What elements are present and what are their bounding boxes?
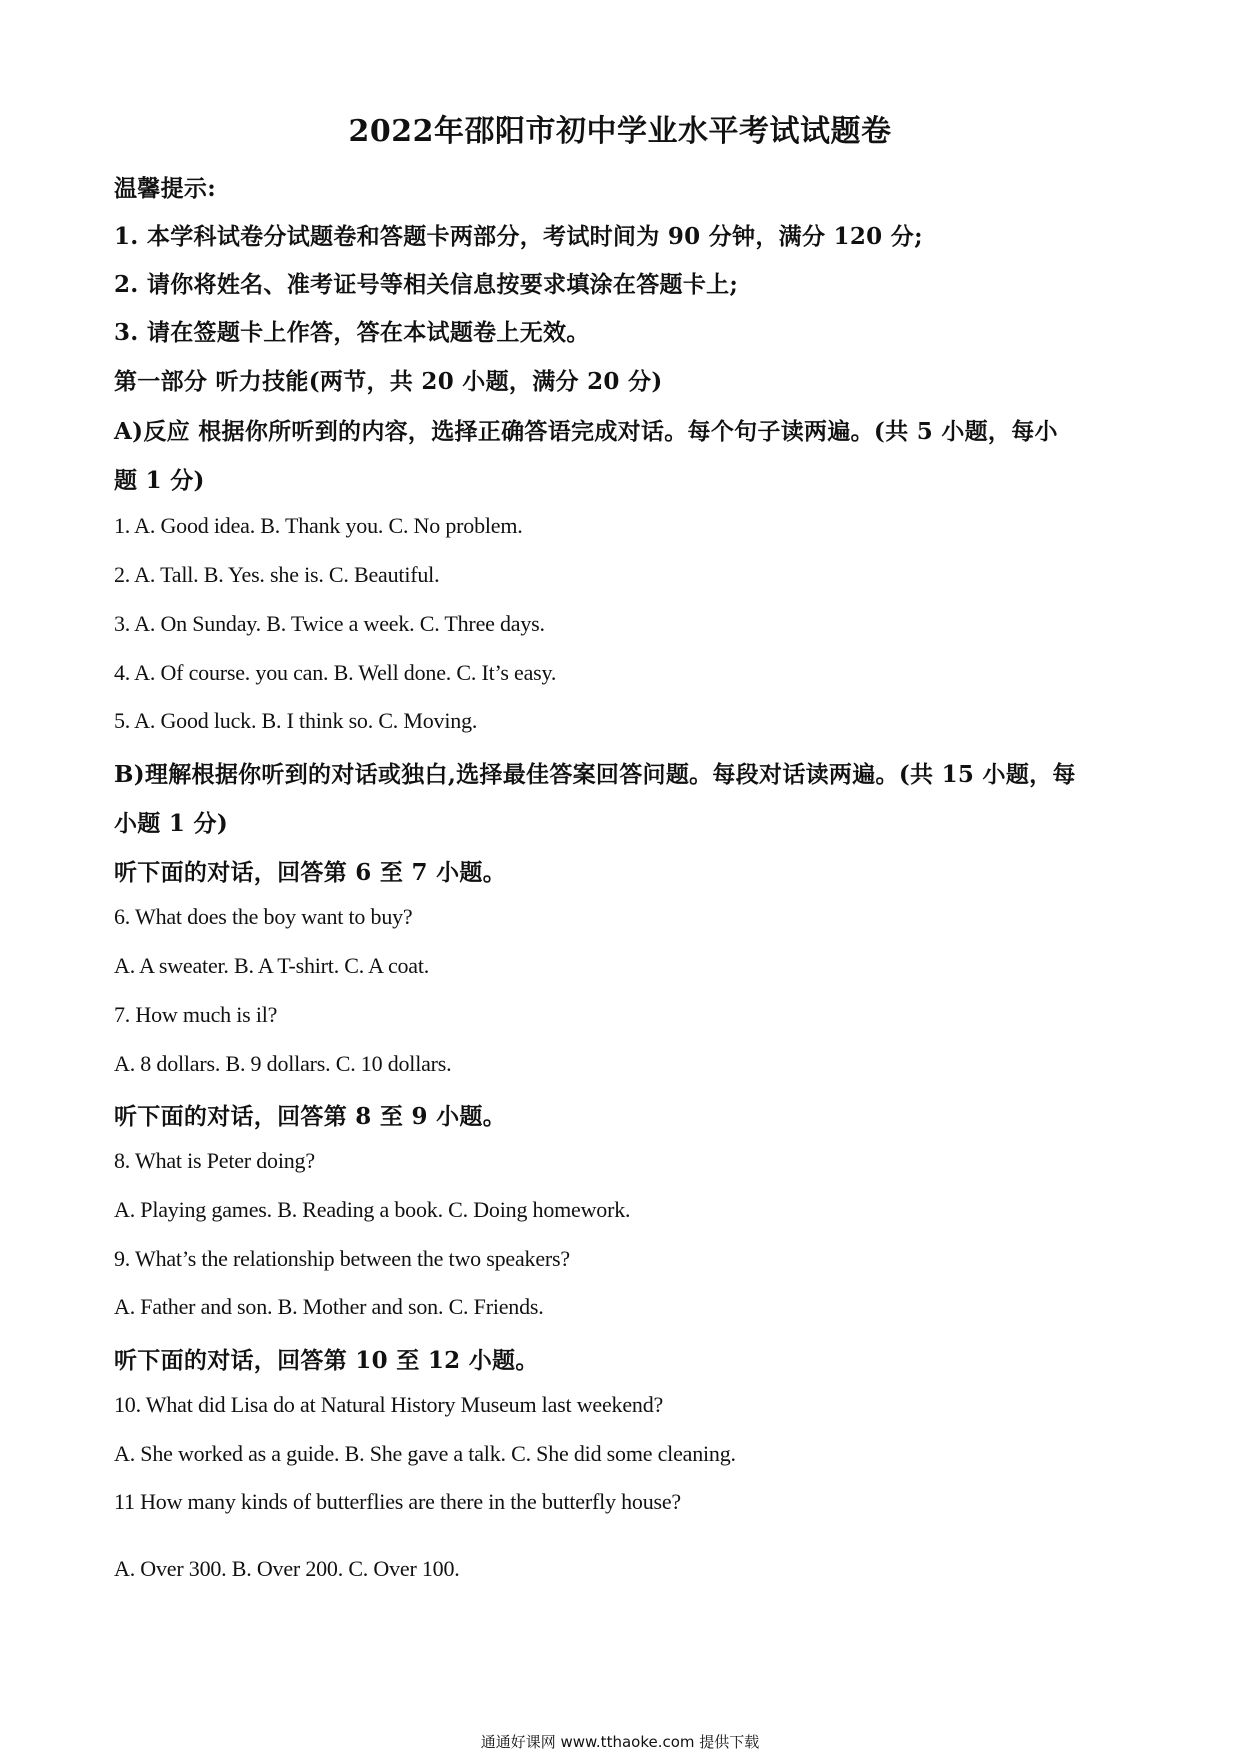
question-4: 4. A. Of course. you can. B. Well done. C. It’s easy. <box>114 660 557 685</box>
question-10-options: A. She worked as a guide. B. She gave a talk. C. She did some cleaning. <box>114 1441 736 1466</box>
question-11-options: A. Over 300. B. Over 200. C. Over 100. <box>114 1556 460 1581</box>
group-instruction-10-12: 听下面的对话，回答第 10 至 12 小题。 <box>114 1347 539 1374</box>
question-11: 11 How many kinds of butterflies are there in the butterfly house? <box>114 1489 681 1514</box>
tips-heading: 温馨提示: <box>114 175 216 202</box>
group-instruction-6-7: 听下面的对话，回答第 6 至 7 小题。 <box>114 859 507 886</box>
question-3: 3. A. On Sunday. B. Twice a week. C. Three days. <box>114 611 545 636</box>
question-1: 1. A. Good idea. B. Thank you. C. No problem. <box>114 513 523 538</box>
sectionA-heading: A)反应 根据你所听到的内容，选择正确答语完成对话。每个句子读两遍。(共 5 小题，每小 <box>114 418 1058 445</box>
tip-item-1: 1. 本学科试卷分试题卷和答题卡两部分，考试时间为 90 分钟，满分 120 分; <box>114 223 923 250</box>
group-instruction-8-9: 听下面的对话，回答第 8 至 9 小题。 <box>114 1103 507 1130</box>
tip-item-2: 2. 请你将姓名、准考证号等相关信息按要求填涂在答题卡上; <box>114 271 739 298</box>
question-10: 10. What did Lisa do at Natural History Museum last weekend? <box>114 1392 664 1417</box>
question-9: 9. What’s the relationship between the two speakers? <box>114 1246 570 1271</box>
sectionB-heading-cont: 小题 1 分) <box>114 810 229 837</box>
question-7: 7. How much is il? <box>114 1002 278 1027</box>
sectionB-heading: B)理解根据你听到的对话或独白,选择最佳答案回答问题。每段对话读两遍。(共 15 小题，每 <box>114 761 1076 788</box>
part1-heading: 第一部分 听力技能(两节，共 20 小题，满分 20 分) <box>114 368 663 395</box>
question-7-options: A. 8 dollars. B. 9 dollars. C. 10 dollars. <box>114 1051 452 1076</box>
question-9-options: A. Father and son. B. Mother and son. C. Friends. <box>114 1294 544 1319</box>
tip-item-3: 3. 请在签题卡上作答，答在本试题卷上无效。 <box>114 319 590 346</box>
question-5: 5. A. Good luck. B. I think so. C. Moving. <box>114 708 478 733</box>
sectionA-heading-cont: 题 1 分) <box>114 467 205 494</box>
page-title: 2022年邵阳市初中学业水平考试试题卷 <box>348 114 892 149</box>
question-2: 2. A. Tall. B. Yes. she is. C. Beautiful. <box>114 562 440 587</box>
question-8: 8. What is Peter doing? <box>114 1148 315 1173</box>
question-8-options: A. Playing games. B. Reading a book. C. Doing homework. <box>114 1197 631 1222</box>
question-6: 6. What does the boy want to buy? <box>114 904 413 929</box>
question-6-options: A. A sweater. B. A T-shirt. C. A coat. <box>114 953 430 978</box>
footer-source: 通通好课网 www.tthaoke.com 提供下载 <box>480 1733 760 1751</box>
